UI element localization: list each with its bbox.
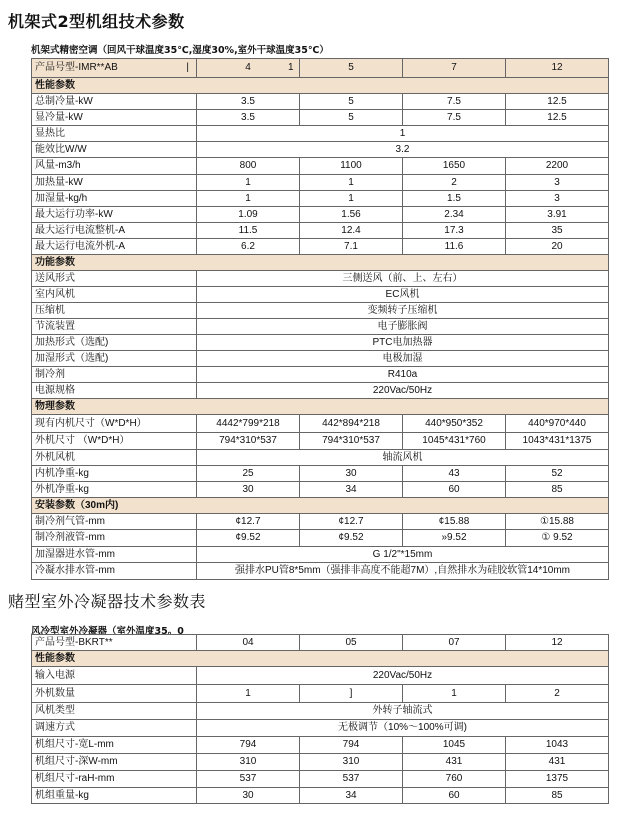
row-value: 1 <box>300 175 403 191</box>
table-row <box>32 271 609 287</box>
row-value: 85 <box>506 482 609 498</box>
row-value: 794*310*537 <box>197 433 300 450</box>
row-value: ¢15.88 <box>403 514 506 530</box>
row-value: EC风机 <box>197 287 609 303</box>
table-header-row <box>32 59 609 78</box>
row-label: 外机净重-kg <box>32 482 197 498</box>
row-label: 显热比 <box>32 126 197 142</box>
table-row <box>32 126 609 142</box>
section-heading-row <box>32 498 609 514</box>
condenser-spec-table <box>31 634 609 804</box>
header-col: 07 <box>403 635 506 651</box>
table-row <box>32 239 609 255</box>
row-value: 12.4 <box>300 223 403 239</box>
row-value: ① 9.52 <box>506 530 609 547</box>
table-row <box>32 319 609 335</box>
table-row <box>32 737 609 754</box>
row-value: 30 <box>197 788 300 804</box>
row-label: 加湿形式（选配) <box>32 351 197 367</box>
header-col: 4 <box>197 59 300 78</box>
row-value: 431 <box>506 754 609 771</box>
row-label: 能效比W/W <box>32 142 197 158</box>
row-value: 外转子轴流式 <box>197 703 609 720</box>
row-value: 电子膨胀阀 <box>197 319 609 335</box>
table-row <box>32 223 609 239</box>
section-heading: 物理参数 <box>32 399 609 415</box>
table-row <box>32 110 609 126</box>
row-label: 外机尺寸 （W*D*H） <box>32 433 197 450</box>
row-value: 440*970*440 <box>506 415 609 433</box>
row-value: 3.5 <box>197 110 300 126</box>
section-heading-row <box>32 399 609 415</box>
row-label: 调速方式 <box>32 720 197 737</box>
row-value: 轴流风机 <box>197 450 609 466</box>
row-value: ¢12.7 <box>197 514 300 530</box>
header-col: 05 <box>300 635 403 651</box>
row-value: 11.6 <box>403 239 506 255</box>
table-row <box>32 482 609 498</box>
row-label: 输入电源 <box>32 667 197 685</box>
row-label: 机组重量-kg <box>32 788 197 804</box>
page-title-rack-unit: 机架式2型机组技术参数 <box>8 12 185 31</box>
row-value: 1045 <box>403 737 506 754</box>
row-value: 1375 <box>506 771 609 788</box>
row-value: 442*894*218 <box>300 415 403 433</box>
row-value: 1 <box>403 685 506 703</box>
row-value: 4442*799*218 <box>197 415 300 433</box>
row-value: 1650 <box>403 158 506 175</box>
row-value: 1043*431*1375 <box>506 433 609 450</box>
row-label: 制冷剂 <box>32 367 197 383</box>
row-label: 外机数量 <box>32 685 197 703</box>
table-row <box>32 433 609 450</box>
row-value: 800 <box>197 158 300 175</box>
row-label: 压缩机 <box>32 303 197 319</box>
table-row <box>32 563 609 580</box>
row-value: 2.34 <box>403 207 506 223</box>
header-label: 产品号型-BKRT** <box>32 635 197 651</box>
table-row <box>32 158 609 175</box>
row-value: ] <box>300 685 403 703</box>
row-value: 1 <box>197 175 300 191</box>
table-row <box>32 547 609 563</box>
row-label: 加热形式（选配) <box>32 335 197 351</box>
row-value: 85 <box>506 788 609 804</box>
row-value: 1.5 <box>403 191 506 207</box>
row-value: 电极加湿 <box>197 351 609 367</box>
header-col: 7 <box>403 59 506 78</box>
row-value: 1 <box>197 191 300 207</box>
table-row <box>32 351 609 367</box>
row-label: 制冷剂液管-mm <box>32 530 197 547</box>
table-row <box>32 466 609 482</box>
row-value: 60 <box>403 482 506 498</box>
table-row <box>32 667 609 685</box>
table-row <box>32 788 609 804</box>
row-label: 节流装置 <box>32 319 197 335</box>
row-value: 2200 <box>506 158 609 175</box>
row-value: 794*310*537 <box>300 433 403 450</box>
page-title-condenser: 赌型室外冷凝器技术参数表 <box>8 592 207 611</box>
table-row <box>32 754 609 771</box>
row-value: 3 <box>506 191 609 207</box>
row-label: 机组尺寸-raH-mm <box>32 771 197 788</box>
table-row <box>32 175 609 191</box>
row-value: 1.56 <box>300 207 403 223</box>
table-row <box>32 530 609 547</box>
row-value: 12.5 <box>506 110 609 126</box>
row-value: 220Vac/50Hz <box>197 383 609 399</box>
row-value: 1.09 <box>197 207 300 223</box>
row-value: 7.5 <box>403 94 506 110</box>
row-label: 制冷剂气管-mm <box>32 514 197 530</box>
table-row <box>32 287 609 303</box>
row-value: 3.91 <box>506 207 609 223</box>
row-label: 室内风机 <box>32 287 197 303</box>
row-value: 3.5 <box>197 94 300 110</box>
table-row <box>32 771 609 788</box>
row-value: 5 <box>300 110 403 126</box>
subtitle-condenser: 风冷型室外冷凝器（室外温度35。0 <box>31 626 184 637</box>
table-row <box>32 142 609 158</box>
row-label: 最大运行功率-kW <box>32 207 197 223</box>
row-value: 34 <box>300 482 403 498</box>
section-heading: 性能参数 <box>32 651 609 667</box>
row-value: 3 <box>506 175 609 191</box>
row-value: »9.52 <box>403 530 506 547</box>
row-value: 2 <box>403 175 506 191</box>
row-label: 机组尺寸-深W-mm <box>32 754 197 771</box>
header-label <box>32 59 197 78</box>
header-col: 12 <box>506 635 609 651</box>
row-value: 1100 <box>300 158 403 175</box>
row-value: 537 <box>197 771 300 788</box>
table-row <box>32 191 609 207</box>
row-value: 三侧送风（前、上、左右） <box>197 271 609 287</box>
row-value: 310 <box>300 754 403 771</box>
row-value: 3.2 <box>197 142 609 158</box>
row-value: 34 <box>300 788 403 804</box>
row-value: 440*950*352 <box>403 415 506 433</box>
row-value: 794 <box>197 737 300 754</box>
row-label: 机组尺寸-宽L-mm <box>32 737 197 754</box>
section-heading-row <box>32 651 609 667</box>
row-value: 变频转子压缩机 <box>197 303 609 319</box>
row-value: 431 <box>403 754 506 771</box>
header-col: 04 <box>197 635 300 651</box>
row-value: 310 <box>197 754 300 771</box>
row-value: 537 <box>300 771 403 788</box>
table-row <box>32 685 609 703</box>
table-header-row <box>32 635 609 651</box>
row-label: 风机类型 <box>32 703 197 720</box>
header-col <box>288 59 403 78</box>
model-label: 产品号型-IMR**AB <box>35 62 118 73</box>
row-value: 5 <box>300 94 403 110</box>
table-row <box>32 703 609 720</box>
row-value: 60 <box>403 788 506 804</box>
row-value: 220Vac/50Hz <box>197 667 609 685</box>
section-heading-row <box>32 255 609 271</box>
table-row <box>32 450 609 466</box>
section-heading: 功能参数 <box>32 255 609 271</box>
row-value: 2 <box>506 685 609 703</box>
row-value: ¢9.52 <box>197 530 300 547</box>
row-value: 43 <box>403 466 506 482</box>
row-label: 加湿量-kg/h <box>32 191 197 207</box>
table-row <box>32 514 609 530</box>
table-row <box>32 415 609 433</box>
row-label: 加湿器进水管-mm <box>32 547 197 563</box>
row-value: 6.2 <box>197 239 300 255</box>
header-col-value: 1 <box>288 62 294 73</box>
table-row <box>32 720 609 737</box>
table-row <box>32 367 609 383</box>
row-label: 加热量-kW <box>32 175 197 191</box>
row-value: 17.3 <box>403 223 506 239</box>
subtitle-rack-unit: 机架式精密空调（回风干球温度35℃,湿度30%,室外干球温度35℃） <box>31 45 329 56</box>
row-label: 显冷量-kW <box>32 110 197 126</box>
row-label: 现有内机尺寸（W*D*H） <box>32 415 197 433</box>
section-heading: 安装参数（30m内) <box>32 498 609 514</box>
row-value: 12.5 <box>506 94 609 110</box>
row-label: 外机风机 <box>32 450 197 466</box>
row-value: 7.5 <box>403 110 506 126</box>
table-row <box>32 303 609 319</box>
rack-unit-spec-table <box>31 58 609 580</box>
row-value: 794 <box>300 737 403 754</box>
row-value: 1 <box>197 126 609 142</box>
table-row <box>32 383 609 399</box>
section-heading: 性能参数 <box>32 78 609 94</box>
row-value: 1045*431*760 <box>403 433 506 450</box>
row-value: 30 <box>300 466 403 482</box>
row-label: 总制冷量-kW <box>32 94 197 110</box>
row-value: 1 <box>300 191 403 207</box>
table-row <box>32 335 609 351</box>
header-col-value: 5 <box>348 62 354 73</box>
table-row <box>32 94 609 110</box>
row-value: 无极调节（10%～100%可调) <box>197 720 609 737</box>
row-value: 1 <box>197 685 300 703</box>
row-value: 11.5 <box>197 223 300 239</box>
row-label: 电源规格 <box>32 383 197 399</box>
row-value: R410a <box>197 367 609 383</box>
row-label: 风量-m3/h <box>32 158 197 175</box>
row-value: 7.1 <box>300 239 403 255</box>
row-value: ①15.88 <box>506 514 609 530</box>
row-label: 最大运行电流整机-A <box>32 223 197 239</box>
row-value: 30 <box>197 482 300 498</box>
row-label: 最大运行电流外机-A <box>32 239 197 255</box>
row-value: 25 <box>197 466 300 482</box>
row-value: PTC电加热器 <box>197 335 609 351</box>
row-label: 冷凝水排水管-mm <box>32 563 197 580</box>
row-value: 35 <box>506 223 609 239</box>
header-col: 12 <box>506 59 609 78</box>
header-separator: | <box>186 62 189 73</box>
section-heading-row <box>32 78 609 94</box>
row-value: ¢12.7 <box>300 514 403 530</box>
row-value: 20 <box>506 239 609 255</box>
row-value: ¢9.52 <box>300 530 403 547</box>
row-label: 送风形式 <box>32 271 197 287</box>
row-label: 内机净重-kg <box>32 466 197 482</box>
table-row <box>32 207 609 223</box>
row-value: 强排水PU管8*5mm（强排非高度不能超7M）,自然排水为硅胶软管14*10mm <box>197 563 609 580</box>
row-value: 52 <box>506 466 609 482</box>
row-value: 760 <box>403 771 506 788</box>
row-value: 1043 <box>506 737 609 754</box>
row-value: G 1/2"*15mm <box>197 547 609 563</box>
